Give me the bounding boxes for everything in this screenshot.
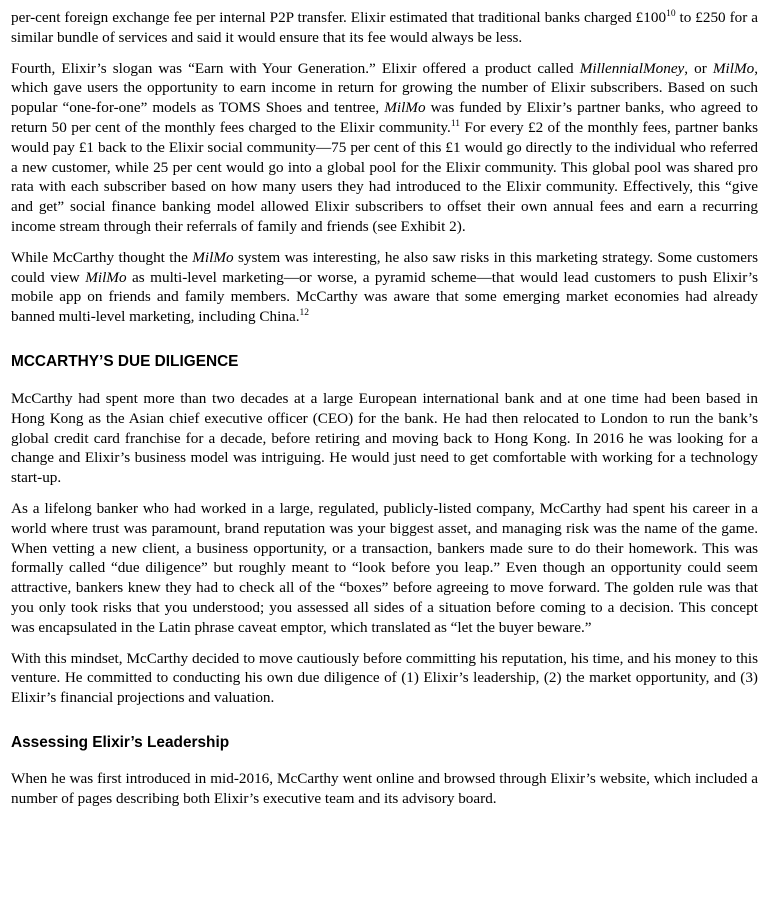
paragraph-mccarthy-background: McCarthy had spent more than two decades at a large European international bank and at one time had been based in Hong Kong as the Asian chief executive officer (CEO) for the bank. He had then relocated to London to run the bank’s global credit card franchise for a decade, before retiring and moving back to Hong Kong. In 2016 he was looking for a change and Elixir’s business model was intriguing. He would just need to get comfortable with working for a technology start-up.: [11, 389, 758, 487]
paragraph-due-diligence-concept: As a lifelong banker who had worked in a large, regulated, publicly-listed company, McCarthy had spent his career in a world where trust was paramount, brand reputation was your biggest asset, and managing risk was the name of the game. When vetting a new client, a business opportunity, or a transaction, bankers made sure to do their homework. This was formally called “due diligence” but roughly meant to “look before you leap.” Even though an opportunity could seem attractive, bankers knew they had to check all of the “boxes” before agreeing to move forward. The golden rule was that you only took risks that you understood; you assessed all sides of a situation before coming to a decision. This concept was encapsulated in the Latin phrase caveat emptor, which translated as “let the buyer beware.”: [11, 499, 758, 636]
subsection-heading-leadership: Assessing Elixir’s Leadership: [11, 733, 230, 751]
section-heading-due-diligence: MCCARTHY’S DUE DILIGENCE: [11, 352, 239, 370]
paragraph-slogan: Fourth, Elixir’s slogan was “Earn with Your Generation.” Elixir offered a product called MillennialMoney, or MilMo, which gave users the opportunity to earn income in return for growing the number of Elixir subscribers. Based on such popular “one-for-one” models as TOMS Shoes and tentree, MilMo was funded by Elixir’s partner banks, who agreed to return 50 per cent of the monthly fees charged to the Elixir community.$^{11}$ For every £2 of the monthly fees, partner banks would pay £1 back to the Elixir social community—75 per cent of this £1 would go directly to the individual who referred a new customer, while 25 per cent would go into a global pool for the Elixir community. This global pool was shared pro rata with each subscriber based on how many users they had introduced to the Elixir community. Effectively, this “give and get” social finance banking model allowed Elixir subscribers to offset their own annual fees and earn a recurring income stream through their referrals of family and friends (see Exhibit 2).: [11, 59, 759, 235]
footnote-ref-10: 10: [666, 9, 676, 19]
paragraph-milmo-risks: While McCarthy thought the MilMo system was interesting, he also saw risks in this marketing strategy. Some customers could view MilMo as multi-level marketing—or worse, a pyramid scheme—that would lead customers to push Elixir’s mobile app on friends and family members. McCarthy was aware that some emerging market economies had already banned multi-level marketing, including China.$^{12}$: [11, 248, 758, 326]
paragraph-fees: per-cent foreign exchange fee per internal P2P transfer. Elixir estimated that traditional banks charged $£100^{10}$ to £250 for a similar bundle of services and said it would ensure that its fee would always be less.: [11, 9, 758, 46]
paragraph-website: When he was first introduced in mid-2016, McCarthy went online and browsed through Elixir’s website, which included a number of pages describing both Elixir’s executive team and its advisory board.: [11, 769, 758, 807]
footnote-ref-11: 11: [450, 118, 460, 129]
footnote-ref-12: 12: [299, 308, 309, 319]
paragraph-mindset: With this mindset, McCarthy decided to move cautiously before committing his reputation, his time, and his money to this venture. He committed to conducting his own due diligence of (1) Elixir’s leadership, (2) the market opportunity, and (3) Elixir’s financial projections and valuation.: [11, 649, 758, 707]
